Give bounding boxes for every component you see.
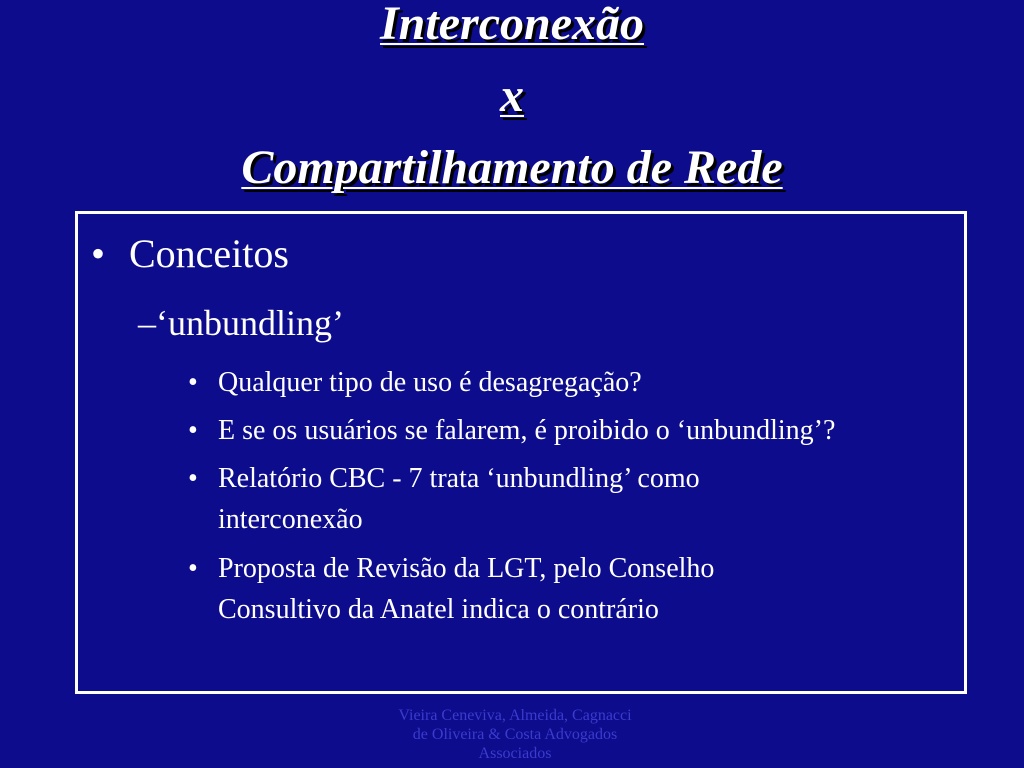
slide-title [0,0,1024,204]
sub-bullet-text: E se os usuários se falarem, é proibido o ‘unbundling’? [218,415,836,446]
bullet-marker: • [188,553,198,584]
bullet-marker: • [188,367,198,398]
sub-bullet-4 [188,548,828,630]
footer-credit [0,706,1024,763]
bullet-marker: • [188,463,198,494]
bullet-level-2 [138,302,344,344]
bullet-text: Conceitos [129,231,289,276]
footer-line-3: Associados [478,745,552,762]
bullet-marker: • [188,415,198,446]
title-line-3: Compartilhamento de Rede [241,141,783,194]
sub-bullet-1 [188,362,948,403]
sub-bullet-text: Qualquer tipo de uso é desagregação? [218,367,642,398]
dash-marker: – [138,303,156,343]
footer-line-1: Vieira Ceneviva, Almeida, Cagnacci [398,707,632,724]
bullet-marker: • [91,231,106,276]
content-box [75,211,967,694]
title-line-1: Interconexão [380,0,644,50]
sub-bullet-text: Relatório CBC - 7 trata ‘unbundling’ como interconexão [218,463,700,535]
sub-bullet-text: Proposta de Revisão da LGT, pelo Conselho Consultivo da Anatel indica o contrário [218,553,715,625]
title-line-2: x [500,69,524,122]
footer-line-2: de Oliveira & Costa Advogados [412,726,618,743]
sub-bullet-3 [188,458,788,540]
bullet-level-1 [91,230,289,277]
bullet-text: ‘unbundling’ [156,303,344,343]
sub-bullet-2 [188,410,948,451]
